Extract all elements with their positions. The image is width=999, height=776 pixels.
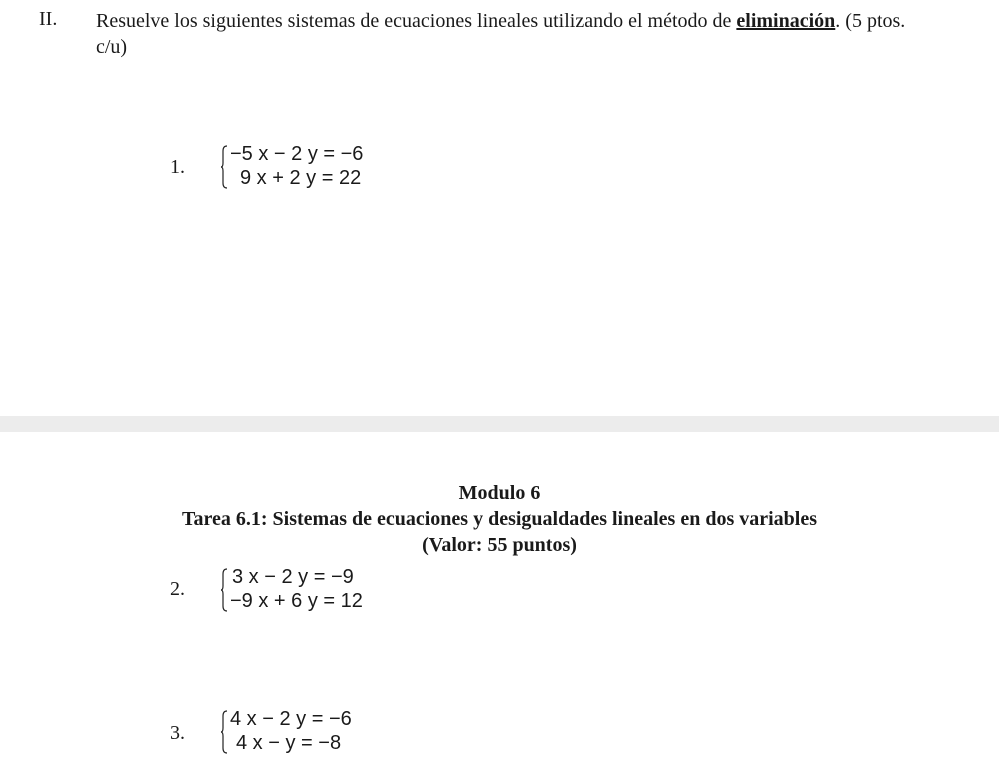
problem-1-number: 1.: [170, 156, 185, 178]
instructions-points: . (5 ptos. c/u): [96, 10, 906, 58]
left-brace-icon: [220, 145, 228, 189]
assignment-value: (Valor: 55 puntos): [422, 534, 577, 556]
problem-2-number: 2.: [170, 578, 185, 600]
document-page-2: [0, 432, 999, 776]
left-brace-icon: [220, 710, 228, 754]
section-number: II.: [39, 8, 58, 30]
instructions-text: Resuelve los siguientes sistemas de ecuaciones lineales utilizando el método de: [96, 10, 737, 32]
problem-1-equation-1: −5 x − 2 y = −6: [230, 143, 364, 165]
page-separator: [0, 416, 999, 432]
section-instructions: [96, 8, 916, 60]
left-brace-icon: [220, 568, 228, 612]
problem-2-equation-1: 3 x − 2 y = −9: [232, 566, 354, 588]
problem-1-equation-2: 9 x + 2 y = 22: [240, 167, 362, 189]
module-title: Modulo 6: [458, 482, 541, 504]
problem-2-equation-2: −9 x + 6 y = 12: [230, 590, 363, 612]
problem-3-number: 3.: [170, 722, 185, 744]
problem-3-equation-1: 4 x − 2 y = −6: [230, 708, 352, 730]
instructions-method: eliminación: [736, 10, 836, 32]
assignment-title: Tarea 6.1: Sistemas de ecuaciones y desigualdades lineales en dos variables: [181, 508, 818, 530]
assignment-heading: [0, 480, 999, 558]
problem-3-equation-2: 4 x − y = −8: [236, 732, 342, 754]
